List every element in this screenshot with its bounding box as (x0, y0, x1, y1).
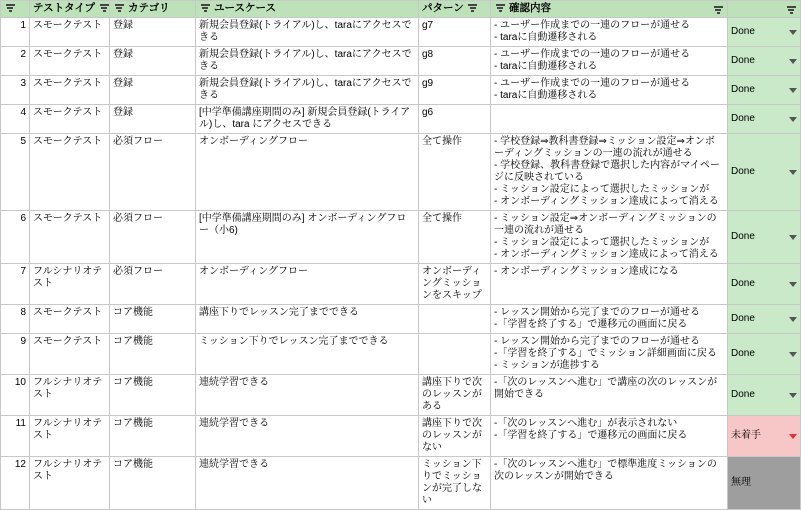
header-status[interactable] (728, 1, 801, 18)
row-number-cell[interactable]: 12 (1, 457, 30, 510)
dropdown-caret-icon[interactable] (789, 235, 797, 240)
status-dropdown[interactable] (728, 18, 801, 47)
status-value: Done (731, 389, 755, 400)
header-pattern[interactable] (419, 1, 491, 18)
table-body (1, 18, 801, 510)
header-test-type[interactable] (30, 1, 110, 18)
confirmation-cell[interactable]: -「次のレッスンへ進む」が表示されない -「学習を終了する」で遷移元の画面に戻る (491, 416, 728, 457)
category-cell[interactable]: コア機能 (110, 416, 196, 457)
filter-icon[interactable] (467, 2, 479, 14)
filter-icon[interactable] (712, 4, 724, 16)
use-case-cell[interactable]: オンボーディングフロー (196, 264, 419, 305)
status-value: 未着手 (731, 430, 761, 441)
pattern-cell[interactable]: 講座下りで次のレッスンがない (419, 416, 491, 457)
dropdown-caret-icon[interactable] (789, 434, 797, 439)
header-category-label: カテゴリ (128, 2, 170, 14)
header-pattern-label: パターン (422, 2, 464, 14)
category-cell[interactable]: 必須フロー (110, 211, 196, 264)
category-cell[interactable]: コア機能 (110, 375, 196, 416)
row-number-cell[interactable]: 3 (1, 76, 30, 105)
status-value: Done (731, 348, 755, 359)
header-confirmation-label: 確認内容 (509, 2, 551, 14)
filter-icon[interactable] (199, 2, 211, 14)
pattern-cell[interactable]: g7 (419, 18, 491, 47)
confirmation-cell[interactable]: - レッスン開始から完了までのフローが通せる -「学習を終了する」でミッション詳細画面に戻る - ミッションが進捗する (491, 334, 728, 375)
row-number-cell[interactable]: 8 (1, 305, 30, 334)
use-case-cell[interactable]: 新規会員登録(トライアル)し、taraにアクセスできる (196, 18, 419, 47)
category-cell[interactable]: コア機能 (110, 457, 196, 510)
header-category[interactable] (110, 1, 196, 18)
status-value: Done (731, 84, 755, 95)
use-case-cell[interactable]: 新規会員登録(トライアル)し、taraにアクセスできる (196, 47, 419, 76)
test-type-cell[interactable]: スモークテスト (30, 105, 110, 134)
test-type-cell[interactable]: スモークテスト (30, 18, 110, 47)
status-dropdown[interactable] (728, 134, 801, 211)
test-type-cell[interactable]: スモークテスト (30, 334, 110, 375)
status-value: Done (731, 313, 755, 324)
table-row (1, 264, 801, 305)
header-test-type-label: テストタイプ (33, 2, 96, 14)
dropdown-caret-icon[interactable] (789, 88, 797, 93)
category-cell[interactable]: 登録 (110, 47, 196, 76)
status-dropdown[interactable] (728, 264, 801, 305)
status-value: Done (731, 166, 755, 177)
confirmation-cell[interactable]: - オンボーディングミッション達成になる (491, 264, 728, 305)
row-number-cell[interactable]: 4 (1, 105, 30, 134)
row-number-cell[interactable]: 2 (1, 47, 30, 76)
status-dropdown[interactable] (728, 375, 801, 416)
dropdown-caret-icon[interactable] (789, 170, 797, 175)
row-number-cell[interactable]: 6 (1, 211, 30, 264)
confirmation-cell[interactable] (491, 105, 728, 134)
category-cell[interactable]: 登録 (110, 105, 196, 134)
pattern-cell[interactable] (419, 305, 491, 334)
category-cell[interactable]: 登録 (110, 18, 196, 47)
use-case-cell[interactable]: オンボーディングフロー (196, 134, 419, 211)
status-value: Done (731, 231, 755, 242)
dropdown-caret-icon[interactable] (789, 282, 797, 287)
confirmation-cell[interactable]: - ユーザー作成までの一連のフローが通せる - taraに自動遷移される (491, 76, 728, 105)
header-number[interactable] (1, 1, 30, 18)
status-dropdown[interactable] (728, 457, 801, 510)
table-row (1, 211, 801, 264)
confirmation-cell[interactable]: -「次のレッスンへ進む」で標準進度ミッションの次のレッスンが開始できる (491, 457, 728, 510)
pattern-cell[interactable]: g6 (419, 105, 491, 134)
pattern-cell[interactable]: 全て操作 (419, 211, 491, 264)
status-dropdown[interactable] (728, 76, 801, 105)
test-type-cell[interactable]: スモークテスト (30, 47, 110, 76)
use-case-cell[interactable]: [中学準備講座期間のみ] オンボーディングフロー（小6) (196, 211, 419, 264)
test-type-cell[interactable]: スモークテスト (30, 76, 110, 105)
confirmation-cell[interactable]: -「次のレッスンへ進む」で講座の次のレッスンが開始できる (491, 375, 728, 416)
category-cell[interactable]: コア機能 (110, 334, 196, 375)
dropdown-caret-icon[interactable] (789, 30, 797, 35)
row-number-cell[interactable]: 11 (1, 416, 30, 457)
header-use-case[interactable] (196, 1, 419, 18)
test-type-cell[interactable]: スモークテスト (30, 134, 110, 211)
category-cell[interactable]: 必須フロー (110, 264, 196, 305)
pattern-cell[interactable] (419, 334, 491, 375)
confirmation-cell[interactable]: - レッスン開始から完了までのフローが通せる -「学習を終了する」で遷移元の画面に戻る (491, 305, 728, 334)
category-cell[interactable]: コア機能 (110, 305, 196, 334)
confirmation-cell[interactable]: - ユーザー作成までの一連のフローが通せる - taraに自動遷移される (491, 47, 728, 76)
dropdown-caret-icon[interactable] (789, 393, 797, 398)
confirmation-cell[interactable]: - 学校登録⇒教科書登録⇒ミッション設定⇒オンボーディングミッションの一連の流れが通せる - 学校登録、教科書登録で選択した内容がマイページに反映されている - ミッション設定によって選択したミッションが - オンボーディングミッション達成によって消える (491, 134, 728, 211)
pattern-cell[interactable]: g9 (419, 76, 491, 105)
status-value: 無理 (731, 477, 751, 488)
use-case-cell[interactable]: [中学準備講座期間のみ] 新規会員登録(トライアル)し、tara にアクセスできる (196, 105, 419, 134)
row-number-cell[interactable]: 9 (1, 334, 30, 375)
table-row (1, 334, 801, 375)
test-type-cell[interactable]: フルシナリオテスト (30, 264, 110, 305)
use-case-cell[interactable]: 連続学習できる (196, 375, 419, 416)
category-cell[interactable]: 必須フロー (110, 134, 196, 211)
status-dropdown[interactable] (728, 47, 801, 76)
filter-icon[interactable] (4, 2, 16, 14)
status-dropdown[interactable] (728, 416, 801, 457)
dropdown-caret-icon[interactable] (789, 59, 797, 64)
row-number-cell[interactable]: 10 (1, 375, 30, 416)
pattern-cell[interactable]: 講座下りで次のレッスンがある (419, 375, 491, 416)
test-type-cell[interactable]: スモークテスト (30, 305, 110, 334)
use-case-cell[interactable]: 連続学習できる (196, 457, 419, 510)
row-number-cell[interactable]: 5 (1, 134, 30, 211)
test-type-cell[interactable]: フルシナリオテスト (30, 416, 110, 457)
row-number-cell[interactable]: 1 (1, 18, 30, 47)
status-value: Done (731, 113, 755, 124)
header-use-case-label: ユースケース (214, 2, 276, 14)
table-row (1, 305, 801, 334)
use-case-cell[interactable]: 新規会員登録(トライアル)し、taraにアクセスできる (196, 76, 419, 105)
status-value: Done (731, 26, 755, 37)
test-type-cell[interactable]: フルシナリオテスト (30, 457, 110, 510)
status-dropdown[interactable] (728, 105, 801, 134)
status-value: Done (731, 278, 755, 289)
status-dropdown[interactable] (728, 334, 801, 375)
pattern-cell[interactable]: オンボーディングミッションをスキップ (419, 264, 491, 305)
table-row (1, 18, 801, 47)
confirmation-cell[interactable]: - ミッション設定⇒オンボーディングミッションの一連の流れが通せる - ミッション設定によって選択したミッションが - オンボーディングミッション達成によって消える (491, 211, 728, 264)
dropdown-caret-icon[interactable] (789, 317, 797, 322)
test-type-cell[interactable]: フルシナリオテスト (30, 375, 110, 416)
table-row (1, 375, 801, 416)
header-confirmation[interactable] (491, 1, 728, 18)
pattern-cell[interactable]: ミッション下りでミッションが完了しない (419, 457, 491, 510)
table-row (1, 416, 801, 457)
filter-icon[interactable] (113, 2, 125, 14)
dropdown-caret-icon[interactable] (789, 352, 797, 357)
use-case-cell[interactable]: ミッション下りでレッスン完了までできる (196, 334, 419, 375)
pattern-cell[interactable]: g8 (419, 47, 491, 76)
table-row (1, 76, 801, 105)
row-number-cell[interactable]: 7 (1, 264, 30, 305)
pattern-cell[interactable]: 全て操作 (419, 134, 491, 211)
filter-icon[interactable] (785, 4, 797, 16)
table-row (1, 134, 801, 211)
use-case-cell[interactable]: 講座下りでレッスン完了までできる (196, 305, 419, 334)
filter-icon[interactable] (98, 2, 110, 14)
status-value: Done (731, 55, 755, 66)
filter-icon[interactable] (494, 2, 506, 14)
status-dropdown[interactable] (728, 305, 801, 334)
confirmation-cell[interactable]: - ユーザー作成までの一連のフローが通せる - taraに自動遷移される (491, 18, 728, 47)
table-row (1, 457, 801, 510)
table-row (1, 105, 801, 134)
table-row (1, 47, 801, 76)
header-row (1, 1, 801, 18)
status-dropdown[interactable] (728, 211, 801, 264)
dropdown-caret-icon[interactable] (789, 117, 797, 122)
test-type-cell[interactable]: スモークテスト (30, 211, 110, 264)
use-case-cell[interactable]: 連続学習できる (196, 416, 419, 457)
category-cell[interactable]: 登録 (110, 76, 196, 105)
